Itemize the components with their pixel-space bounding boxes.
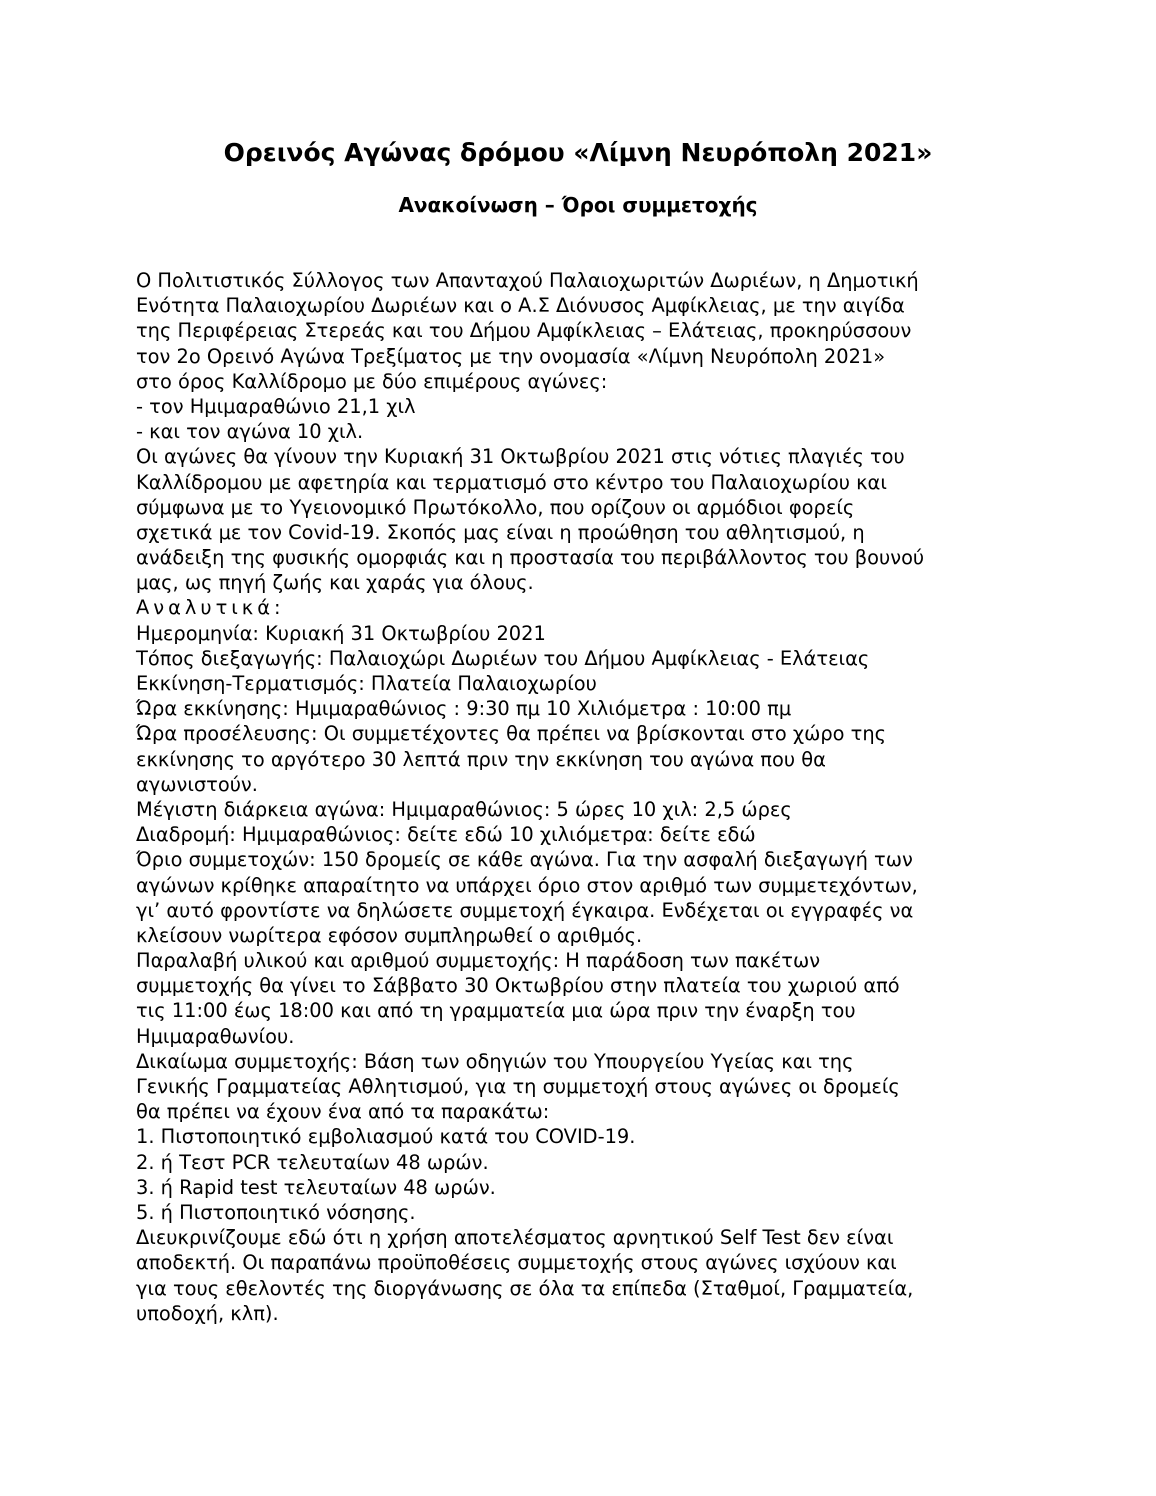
body-line: Διευκρινίζουμε εδώ ότι η χρήση αποτελέσματος αρνητικού Self Test δεν είναι xyxy=(136,1226,894,1250)
body-line: της Περιφέρειας Στερεάς και του Δήμου Αμφίκλειας – Ελάτειας, προκηρύσσουν xyxy=(136,319,912,343)
body-line: Παραλαβή υλικού και αριθμού συμμετοχής: Η παράδοση των πακέτων xyxy=(136,949,821,973)
body-line: Καλλίδρομου με αφετηρία και τερματισμό στο κέντρο του Παλαιοχωρίου και xyxy=(136,470,887,494)
body-line: Γενικής Γραμματείας Αθλητισμού, για τη συμμετοχή στους αγώνες οι δρομείς xyxy=(136,1075,900,1098)
body-line: για τους εθελοντές της διοργάνωσης σε όλα τα επίπεδα (Σταθμοί, Γραμματεία, xyxy=(136,1276,914,1300)
body-line: Διαδρομή: Ημιμαραθώνιος: δείτε εδώ 10 χιλιόμετρα: δείτε εδώ xyxy=(136,823,756,847)
page-title: Ορεινός Αγώνας δρόμου «Λίμνη Νευρόπολη 2021» xyxy=(223,138,933,167)
announcement-body xyxy=(136,268,1036,1326)
body-line: συμμετοχής θα γίνει το Σάββατο 30 Οκτωβρίου στην πλατεία του χωριού από xyxy=(136,974,900,998)
body-line: 3. ή Rapid test τελευταίων 48 ωρών. xyxy=(136,1175,496,1199)
body-line: υποδοχή, κλπ). xyxy=(136,1301,279,1325)
body-line: αποδεκτή. Οι παραπάνω προϋποθέσεις συμμετοχής στους αγώνες ισχύουν και xyxy=(136,1251,897,1275)
body-line: αγωνιστούν. xyxy=(136,772,258,796)
body-line: κλείσουν νωρίτερα εφόσον συμπληρωθεί ο αριθμός. xyxy=(136,923,643,947)
body-line: Ο Πολιτιστικός Σύλλογος των Απανταχού Παλαιοχωριτών Δωριέων, η Δημοτική xyxy=(136,269,919,292)
body-line: γι’ αυτό φροντίστε να δηλώσετε συμμετοχή έγκαιρα. Ενδέχεται οι εγγραφές να xyxy=(136,898,914,922)
body-line: 5. ή Πιστοποιητικό νόσησης. xyxy=(136,1200,416,1224)
body-line: - και τον αγώνα 10 χιλ. xyxy=(136,420,364,444)
body-line: Ημερομηνία: Κυριακή 31 Οκτωβρίου 2021 xyxy=(136,621,546,645)
body-line: Ώρα προσέλευσης: Οι συμμετέχοντες θα πρέπει να βρίσκονται στο χώρο της xyxy=(136,722,886,746)
body-line: Όριο συμμετοχών: 150 δρομείς σε κάθε αγώνα. Για την ασφαλή διεξαγωγή των xyxy=(136,848,913,872)
body-line: 2. ή Τεστ PCR τελευταίων 48 ωρών. xyxy=(136,1150,489,1174)
body-line: τις 11:00 έως 18:00 και από τη γραμματεία μια ώρα πριν την έναρξη του xyxy=(136,999,856,1023)
body-line: μας, ως πηγή ζωής και χαράς για όλους. xyxy=(136,571,534,595)
body-line: σύμφωνα με το Υγειονομικό Πρωτόκολλο, που ορίζουν οι αρμόδιοι φορείς xyxy=(136,495,855,519)
body-line: - τον Ημιμαραθώνιο 21,1 χιλ xyxy=(136,394,416,418)
body-line: τον 2ο Ορεινό Αγώνα Τρεξίματος με την ονομασία «Λίμνη Νευρόπολη 2021» xyxy=(136,344,886,368)
body-line: αγώνων κρίθηκε απαραίτητο να υπάρχει όριο στον αριθμό των συμμετεχόντων, xyxy=(136,873,918,897)
body-line: Ενότητα Παλαιοχωρίου Δωριέων και ο Α.Σ Διόνυσος Αμφίκλειας, με την αιγίδα xyxy=(136,294,905,318)
body-line: στο όρος Καλλίδρομο με δύο επιμέρους αγώνες: xyxy=(136,369,608,393)
body-line: Οι αγώνες θα γίνουν την Κυριακή 31 Οκτωβρίου 2021 στις νότιες πλαγιές του xyxy=(136,445,905,469)
body-line: Ώρα εκκίνησης: Ημιμαραθώνιος : 9:30 πμ 10 Χιλιόμετρα : 10:00 πμ xyxy=(136,697,792,721)
body-line: ανάδειξη της φυσικής ομορφιάς και η προστασία του περιβάλλοντος του βουνού xyxy=(136,546,925,570)
body-line: Εκκίνηση-Τερματισμός: Πλατεία Παλαιοχωρίου xyxy=(136,672,597,695)
body-line: 1. Πιστοποιητικό εμβολιασμού κατά του COVID-19. xyxy=(136,1125,636,1149)
body-line: σχετικά με τον Covid-19. Σκοπός μας είναι η προώθηση του αθλητισμού, η xyxy=(136,520,865,544)
body-line: θα πρέπει να έχουν ένα από τα παρακάτω: xyxy=(136,1100,550,1124)
body-line: Τόπος διεξαγωγής: Παλαιοχώρι Δωριέων του Δήμου Αμφίκλειας - Ελάτειας xyxy=(136,646,870,670)
page-subtitle: Ανακοίνωση – Όροι συμμετοχής xyxy=(398,193,758,217)
body-line: Αναλυτικά: xyxy=(136,596,285,620)
body-line: Ημιμαραθωνίου. xyxy=(136,1024,295,1048)
body-line: Δικαίωμα συμμετοχής: Βάση των οδηγιών του Υπουργείου Υγείας και της xyxy=(136,1049,854,1073)
body-line: εκκίνησης το αργότερο 30 λεπτά πριν την εκκίνηση του αγώνα που θα xyxy=(136,747,826,771)
body-line: Μέγιστη διάρκεια αγώνα: Ημιμαραθώνιος: 5 ώρες 10 χιλ: 2,5 ώρες xyxy=(136,797,792,821)
